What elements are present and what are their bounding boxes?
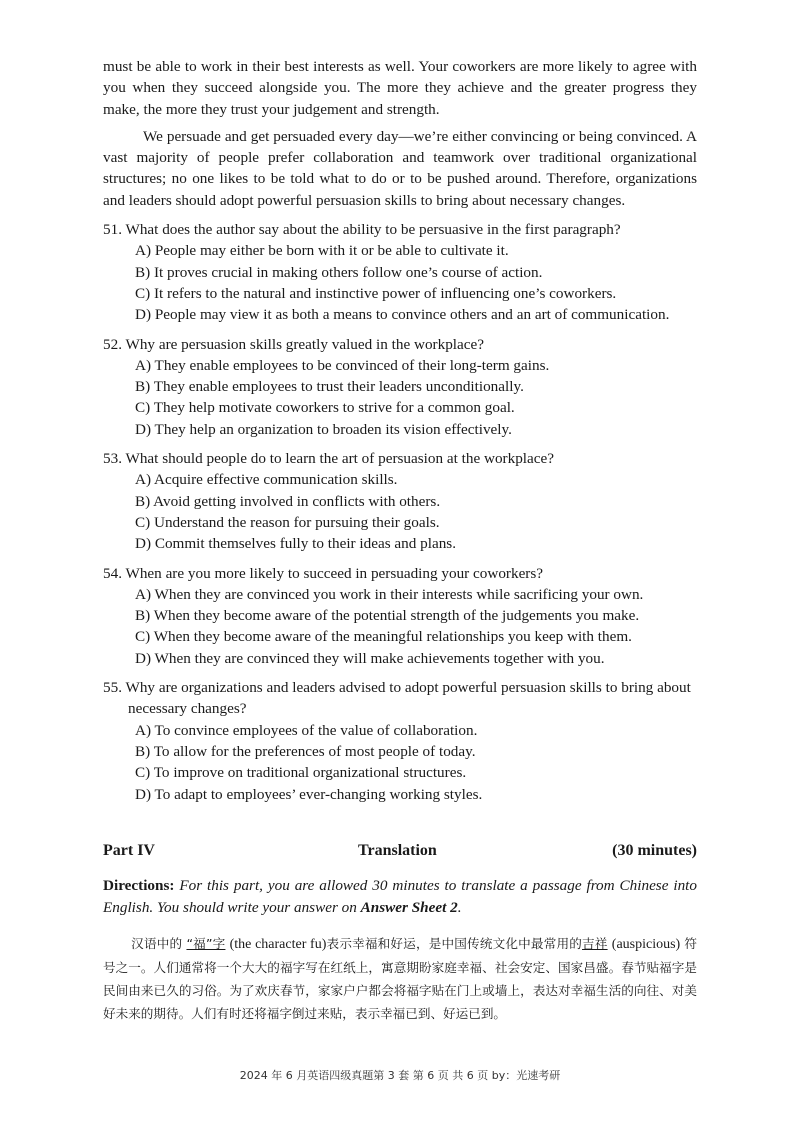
cn-segment-1: 汉语中的 xyxy=(131,936,183,951)
part-header xyxy=(103,842,697,866)
option-d: D) When they are convinced they will make achievements together with you. xyxy=(135,649,605,667)
option-c: C) When they become aware of the meaningful relationships you keep with them. xyxy=(135,628,632,646)
option-d: D) To adapt to employees’ ever-changing working styles. xyxy=(135,785,483,803)
option-d: D) Commit themselves fully to their ideas and plans. xyxy=(135,535,456,553)
directions xyxy=(103,875,697,919)
option-b: B) When they become aware of the potential strength of the judgements you make. xyxy=(135,607,640,625)
cn-segment-3: 符号之一。人们通常将一个大大的福字写在红纸上，寓意期盼家庭幸福、社会安定、国家昌盛。春节贴福字是民间由来已久的习俗。为了欢庆春节，家家户户都会将福字贴在门上或墙上，表达对幸福生活的向往、对美好未来的期待。人们有时还将福字倒过来贴，表示幸福已到、好运已到。 xyxy=(103,936,697,1021)
passage-and-questions xyxy=(103,56,697,805)
question-stem: 53. What should people do to learn the art of persuasion at the workplace? xyxy=(103,450,554,468)
option-a: A) To convince employees of the value of collaboration. xyxy=(135,721,478,739)
cn-jixiang-term: 吉祥 xyxy=(582,936,608,951)
option-c: C) They help motivate coworkers to strive for a common goal. xyxy=(135,399,515,417)
chinese-passage xyxy=(103,932,697,1025)
question-stem: 55. Why are organizations and leaders advised to adopt powerful persuasion skills to bring about necessary changes? xyxy=(103,679,691,718)
option-a: A) Acquire effective communication skills. xyxy=(135,471,398,489)
question-52 xyxy=(103,334,697,440)
passage-paragraph-1: must be able to work in their best interests as well. Your coworkers are more likely to agree with you when they succeed alongside you. The more they achieve and the greater progress they make, the more they trust your judgement and strength. xyxy=(103,58,697,118)
directions-text: For this part, you are allowed 30 minutes to translate a passage from Chinese into English. You should write your answer on xyxy=(103,877,697,916)
option-a: A) People may either be born with it or be able to cultivate it. xyxy=(135,242,509,260)
question-51 xyxy=(103,219,697,325)
option-b: B) To allow for the preferences of most people of today. xyxy=(135,742,476,760)
question-55 xyxy=(103,677,697,805)
option-d: D) They help an organization to broaden its vision effectively. xyxy=(135,420,512,438)
part-title: Translation xyxy=(358,842,437,859)
directions-label: Directions: xyxy=(103,877,175,894)
option-b: B) They enable employees to trust their leaders unconditionally. xyxy=(135,378,524,396)
part-label: Part IV xyxy=(103,842,155,859)
question-stem: 52. Why are persuasion skills greatly valued in the workplace? xyxy=(103,335,484,353)
directions-end: . xyxy=(457,899,462,916)
option-c: C) To improve on traditional organizational structures. xyxy=(135,764,467,782)
question-54 xyxy=(103,563,697,669)
cn-segment-2: 表示幸福和好运，是中国传统文化中最常用的 xyxy=(326,936,583,951)
answer-sheet-ref: Answer Sheet 2 xyxy=(360,899,458,916)
passage-paragraph-2: We persuade and get persuaded every day—we’re either convincing or being convinced. A vast majority of people prefer collaboration and teamwork over traditional organizational structures; no one likes to be told what to do or to be pushed around. Therefore, organizations and leaders should adopt powerful persuasion skills to bring about necessary changes. xyxy=(103,127,697,209)
cn-fu-english: (the character fu) xyxy=(229,937,327,952)
question-stem: 54. When are you more likely to succeed in persuading your coworkers? xyxy=(103,564,544,582)
part-time: (30 minutes) xyxy=(612,842,697,859)
cn-fu-term: “福”字 xyxy=(186,936,226,951)
cn-jixiang-english: (auspicious) xyxy=(611,937,681,952)
question-53 xyxy=(103,448,697,554)
option-a: A) When they are convinced you work in their interests while sacrificing your own. xyxy=(135,585,644,603)
option-b: B) It proves crucial in making others follow one’s course of action. xyxy=(135,263,543,281)
option-b: B) Avoid getting involved in conflicts with others. xyxy=(135,492,441,510)
question-stem: 51. What does the author say about the ability to be persuasive in the first paragraph? xyxy=(103,221,621,239)
option-d: D) People may view it as both a means to convince others and an art of communication. xyxy=(135,306,670,324)
page-footer: 2024 年 6 月英语四级真题第 3 套 第 6 页 共 6 页 by：光速考研 xyxy=(239,1069,561,1082)
option-a: A) They enable employees to be convinced of their long-term gains. xyxy=(135,356,550,374)
option-c: C) It refers to the natural and instinctive power of influencing one’s coworkers. xyxy=(135,284,617,302)
option-c: C) Understand the reason for pursuing their goals. xyxy=(135,513,440,531)
